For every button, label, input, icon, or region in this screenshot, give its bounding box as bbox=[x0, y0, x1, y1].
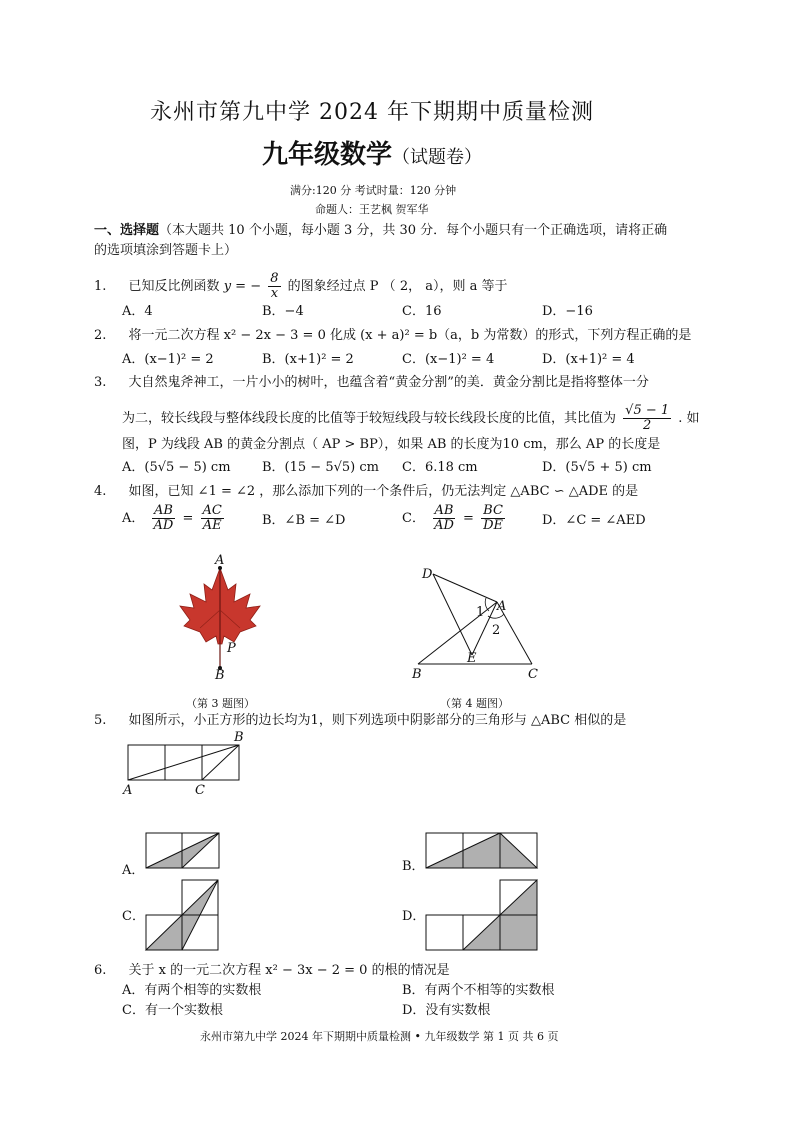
figure3-leaf bbox=[170, 550, 280, 690]
q1-frac-den: x bbox=[270, 286, 279, 301]
q4-c-den1: AD bbox=[434, 518, 454, 533]
q2-text: 将一元二次方程 x² − 2x − 3 = 0 化成 (x + a)² = b（a，b 为常数）的形式，下列方程正确的是 bbox=[128, 328, 692, 343]
q4-c-num1: AB bbox=[434, 503, 454, 518]
q5-option-c-figure[interactable] bbox=[146, 880, 220, 952]
q4-c-label: C． bbox=[402, 511, 425, 526]
q3-frac-num: √5 − 1 bbox=[625, 403, 670, 418]
q5-option-c[interactable]: C． bbox=[122, 909, 145, 924]
section-instructions-text: （本大题共 10 个小题，每小题 3 分，共 30 分．每个小题只有一个正确选项，请将正确 bbox=[159, 223, 668, 238]
q4-a-frac1 bbox=[152, 504, 176, 533]
q4-a-label: A． bbox=[122, 511, 145, 526]
q3-option-b[interactable]: B．(15 − 5√5) cm bbox=[262, 460, 379, 475]
fig4-label-e: E bbox=[467, 651, 477, 666]
q6-number: 6. bbox=[94, 963, 107, 978]
section-heading: 一、选择题 bbox=[94, 223, 160, 238]
q4-c-den2: DE bbox=[483, 518, 504, 533]
fig4-label-c: C bbox=[528, 667, 538, 682]
q5-reference-grid bbox=[128, 745, 240, 781]
q1-option-b[interactable]: B．−4 bbox=[262, 304, 304, 319]
q1-func: y = − bbox=[223, 279, 262, 294]
q4-a-den1: AD bbox=[153, 518, 174, 533]
page-footer: 永州市第九中学 2024 年下期期中质量检测 • 九年级数学 第 1 页 共 6 页 bbox=[200, 1030, 559, 1043]
q3-text1: 大自然鬼斧神工，一片小小的树叶，也蕴含着“黄金分割”的美．黄金分割比是指将整体一分 bbox=[128, 375, 649, 390]
q2-option-d[interactable]: D．(x+1)² = 4 bbox=[542, 352, 635, 367]
shaded-triangle bbox=[426, 833, 537, 868]
fig4-label-d: D bbox=[422, 567, 433, 582]
q3-line1 bbox=[94, 374, 649, 392]
q4-number: 4. bbox=[94, 484, 107, 499]
q3-line2 bbox=[122, 404, 700, 433]
q6-option-a[interactable]: A．有两个相等的实数根 bbox=[122, 983, 262, 998]
fig4-label-2: 2 bbox=[492, 623, 501, 638]
q3-text2-post: . 如 bbox=[678, 411, 700, 426]
q5-label-c: C bbox=[195, 783, 205, 798]
q6-text: 关于 x 的一元二次方程 x² − 3x − 2 = 0 的根的情况是 bbox=[128, 963, 450, 978]
q5-label-b: B bbox=[234, 730, 244, 745]
q6-stem bbox=[94, 962, 450, 980]
q5-label-a: A bbox=[123, 783, 133, 798]
q1-number: 1. bbox=[94, 279, 107, 294]
fig4-label-a: A bbox=[497, 599, 507, 614]
section-instructions-2: 的选项填涂到答题卡上） bbox=[94, 243, 238, 258]
q1-option-a[interactable]: A．4 bbox=[122, 304, 153, 319]
q5-option-a[interactable]: A． bbox=[122, 863, 145, 878]
fig3-label-p: P bbox=[227, 641, 236, 656]
q3-number: 3. bbox=[94, 375, 107, 390]
q3-line3: 图，P 为线段 AB 的黄金分割点（ AP > BP），如果 AB 的长度为10 cm，那么 AP 的长度是 bbox=[122, 437, 661, 452]
score-time: 满分:120 分 考试时量：120 分钟 bbox=[290, 184, 457, 197]
section-instructions bbox=[94, 222, 667, 240]
q1-option-c[interactable]: C．16 bbox=[402, 304, 442, 319]
subject-line bbox=[262, 140, 483, 170]
q2-option-c[interactable]: C．(x−1)² = 4 bbox=[402, 352, 495, 367]
q1-fraction bbox=[268, 272, 280, 301]
q5-option-d-figure[interactable] bbox=[426, 880, 538, 952]
q2-number: 2. bbox=[94, 328, 107, 343]
segment-de bbox=[433, 574, 472, 655]
q1-pre: 已知反比例函数 bbox=[128, 279, 220, 294]
q5-stem bbox=[94, 712, 626, 730]
q1-frac-num: 8 bbox=[270, 271, 279, 286]
q4-c-frac2 bbox=[481, 504, 505, 533]
q4-option-b[interactable]: B．∠B = ∠D bbox=[262, 513, 346, 528]
segment-ab bbox=[128, 745, 239, 780]
q4-a-eq: = bbox=[182, 511, 194, 526]
q1-post: 的图象经过点 P （ 2， a），则 a 等于 bbox=[287, 279, 508, 294]
q3-option-d[interactable]: D．(5√5 + 5) cm bbox=[542, 460, 652, 475]
q5-text: 如图所示，小正方形的边长均为1，则下列选项中阴影部分的三角形与 △ABC 相似的是 bbox=[128, 713, 627, 728]
q4-option-d[interactable]: D．∠C = ∠AED bbox=[542, 513, 646, 528]
fig4-label-1: 1 bbox=[476, 605, 485, 620]
q4-a-frac2 bbox=[201, 504, 224, 533]
fig3-caption: （第 3 题图） bbox=[186, 697, 255, 710]
q6-option-b[interactable]: B．有两个不相等的实数根 bbox=[402, 983, 555, 998]
q4-c-num2: BC bbox=[483, 503, 503, 518]
q4-a-num2: AC bbox=[202, 503, 222, 518]
fig3-label-a: A bbox=[215, 553, 225, 568]
q5-number: 5. bbox=[94, 713, 107, 728]
q3-frac-den: 2 bbox=[643, 418, 652, 433]
paper-type: （试题卷） bbox=[392, 147, 483, 168]
q4-a-den2: AE bbox=[202, 518, 222, 533]
fig4-label-b: B bbox=[412, 667, 422, 682]
segment-cb bbox=[202, 745, 239, 780]
exam-title: 永州市第九中学 2024 年下期期中质量检测 bbox=[150, 100, 594, 125]
q4-stem bbox=[94, 483, 638, 501]
q4-c-frac1 bbox=[432, 504, 456, 533]
q2-option-a[interactable]: A．(x−1)² = 2 bbox=[122, 352, 214, 367]
q2-stem bbox=[94, 327, 691, 345]
q5-option-d[interactable]: D． bbox=[402, 909, 426, 924]
q4-option-a[interactable] bbox=[122, 504, 227, 533]
q4-option-c[interactable] bbox=[402, 504, 508, 533]
q1-stem bbox=[94, 272, 508, 301]
q3-option-a[interactable]: A．(5√5 − 5) cm bbox=[122, 460, 231, 475]
fig4-caption: （第 4 题图） bbox=[440, 697, 509, 710]
q3-text2: 为二，较长线段与整体线段长度的比值等于较短线段与较长线段长度的比值，其比值为 bbox=[122, 411, 617, 426]
q6-option-d[interactable]: D．没有实数根 bbox=[402, 1003, 491, 1018]
fig3-label-b: B bbox=[215, 668, 225, 683]
subject-title: 九年级数学 bbox=[262, 140, 393, 170]
q5-option-b[interactable]: B． bbox=[402, 859, 425, 874]
q4-text: 如图，已知 ∠1 = ∠2 ，那么添加下列的一个条件后，仍无法判定 △ABC ∽ △ADE 的是 bbox=[128, 484, 639, 499]
q4-a-num1: AB bbox=[153, 503, 173, 518]
q1-option-d[interactable]: D．−16 bbox=[542, 304, 593, 319]
q2-option-b[interactable]: B．(x+1)² = 2 bbox=[262, 352, 354, 367]
q5-option-a-figure[interactable] bbox=[146, 833, 220, 869]
segment-da bbox=[433, 574, 497, 602]
segment-ab bbox=[418, 602, 497, 664]
q5-option-b-figure[interactable] bbox=[426, 833, 538, 869]
q3-fraction bbox=[623, 404, 671, 433]
q3-option-c[interactable]: C．6.18 cm bbox=[402, 460, 478, 475]
q4-c-eq: = bbox=[463, 511, 474, 526]
q6-option-c[interactable]: C．有一个实数根 bbox=[122, 1003, 223, 1018]
authors: 命题人：王艺枫 贺军华 bbox=[315, 203, 429, 216]
